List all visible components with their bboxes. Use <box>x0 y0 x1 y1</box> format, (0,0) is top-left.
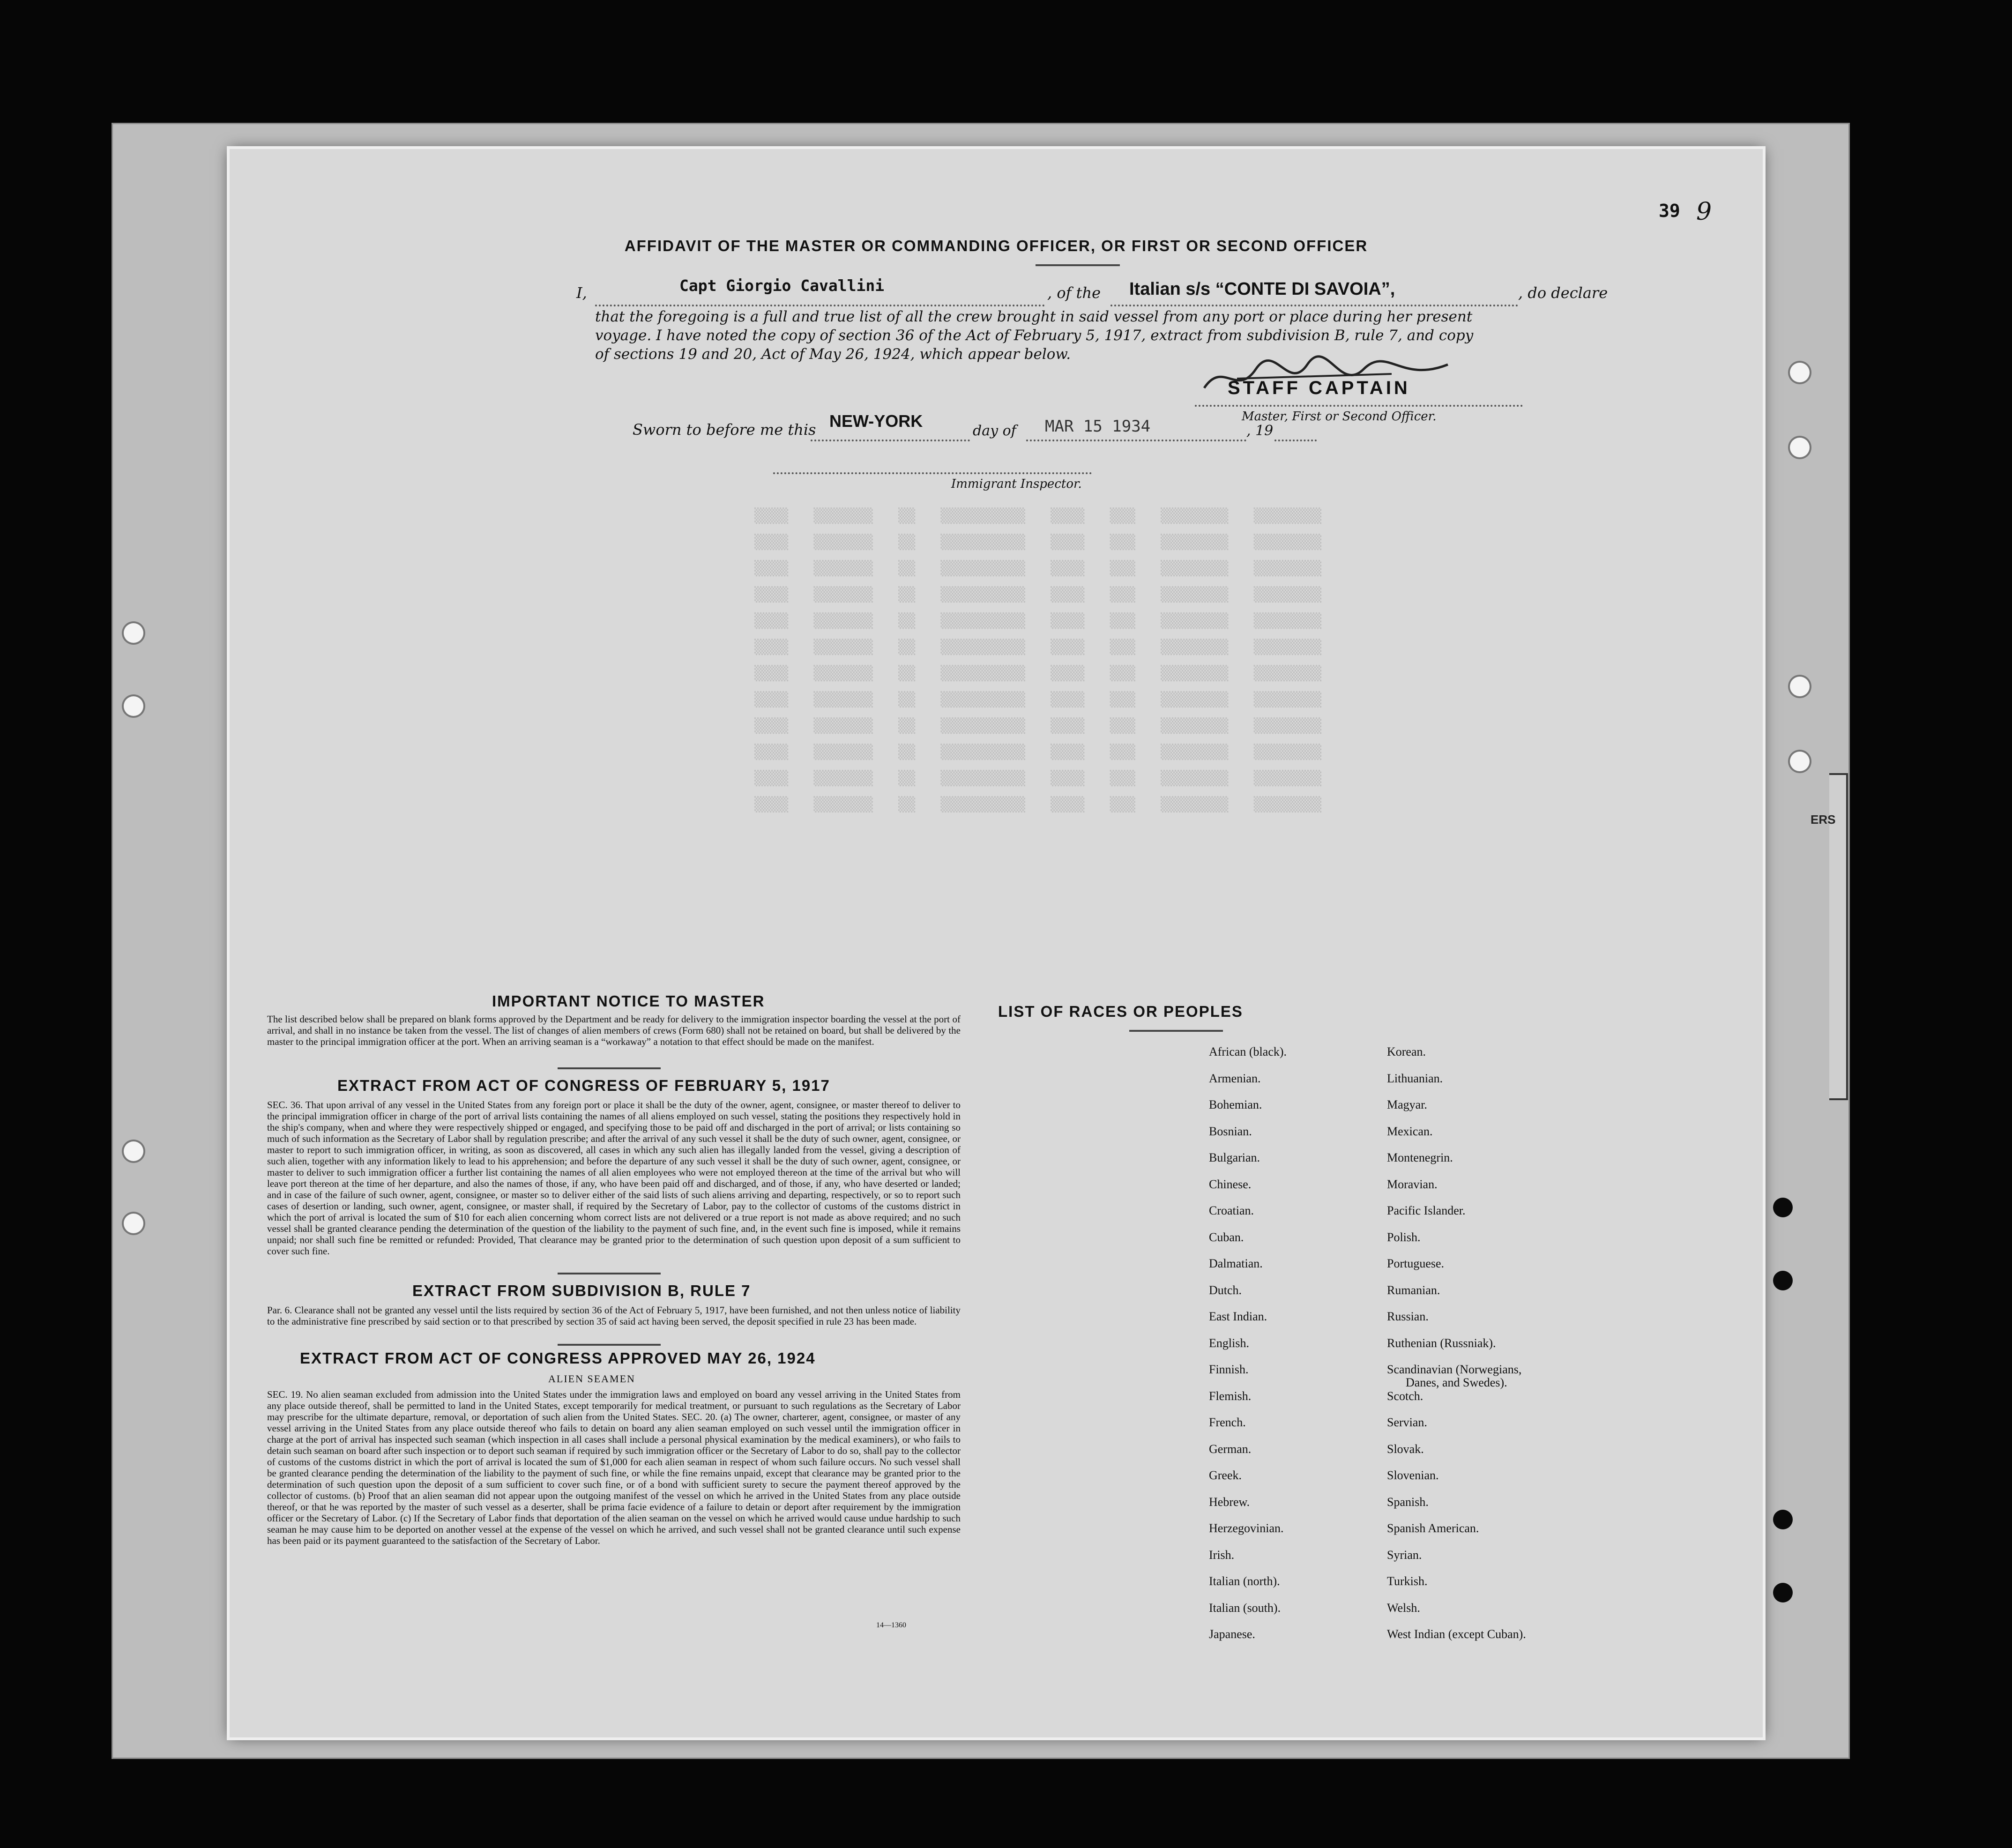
punch-hole <box>1773 1583 1793 1602</box>
rule7-title: EXTRACT FROM SUBDIVISION B, RULE 7 <box>412 1282 751 1299</box>
officer-name: Capt Giorgio Cavallini <box>679 276 885 295</box>
race-item: Rumanian. <box>1387 1283 1440 1297</box>
notice-rule <box>558 1067 661 1069</box>
punch-hole <box>1790 677 1810 696</box>
race-item: Scotch. <box>1387 1389 1423 1403</box>
race-item: Pacific Islander. <box>1387 1204 1466 1217</box>
signature-line <box>1195 405 1523 407</box>
vessel-name: Italian s/s “CONTE DI SAVOIA”, <box>1129 279 1395 299</box>
statement-line-2: voyage. I have noted the copy of section 36 of the Act of February 5, 1917, extract from subdivision B, rule 7, and copy <box>595 327 1474 344</box>
year-prefix: , 19 <box>1246 423 1274 439</box>
affidavit-pronoun: I, <box>576 284 587 302</box>
race-item: Syrian. <box>1387 1548 1422 1562</box>
page-mark-right: 9 <box>1696 198 1712 226</box>
statement-line-3: of sections 19 and 20, Act of May 26, 1924, which appear below. <box>595 346 1071 363</box>
year-line <box>1274 440 1317 441</box>
race-item: African (black). <box>1209 1045 1287 1058</box>
date-line <box>1026 440 1246 441</box>
extract-1924-title: EXTRACT FROM ACT OF CONGRESS APPROVED MAY 26, 1924 <box>300 1349 816 1367</box>
race-item: Croatian. <box>1209 1204 1254 1217</box>
race-item: Greek. <box>1209 1468 1242 1482</box>
punch-hole <box>1773 1271 1793 1290</box>
race-item: Armenian. <box>1209 1071 1261 1085</box>
bleed-through-texture: ▒▒▒▒ ▒▒▒▒▒▒▒ ▒▒ ▒▒▒▒▒▒▒▒▒▒ ▒▒▒▒ ▒▒▒ ▒▒▒▒▒▒▒▒ ▒▒▒▒▒▒▒▒ ▒▒▒▒ ▒▒▒▒▒▒▒ ▒▒ ▒▒▒▒▒▒▒▒▒▒ ▒▒▒▒ ▒▒▒ ▒▒▒▒▒▒▒▒ ▒▒▒▒▒▒▒▒ ▒▒▒▒ ▒▒▒▒▒▒▒ ▒▒ ▒▒▒▒▒▒▒▒▒▒ ▒▒▒▒ ▒▒▒ ▒▒▒▒▒▒▒▒ ▒▒▒▒▒▒▒▒ ▒▒▒▒ ▒▒▒▒▒▒▒ ▒▒ ▒▒▒▒▒▒▒▒▒▒ ▒▒▒▒ ▒▒▒ ▒▒▒▒▒▒▒▒ ▒▒▒▒▒▒▒▒ ▒▒▒▒ ▒▒▒▒▒▒▒ ▒▒ ▒▒▒▒▒▒▒▒▒▒ ▒▒▒▒ ▒▒▒ ▒▒▒▒▒▒▒▒ ▒▒▒▒▒▒▒▒ ▒▒▒▒ ▒▒▒▒▒▒▒ ▒▒ ▒▒▒▒▒▒▒▒▒▒ ▒▒▒▒ ▒▒▒ ▒▒▒▒▒▒▒▒ ▒▒▒▒▒▒▒▒ ▒▒▒▒ ▒▒▒▒▒▒▒ ▒▒ ▒▒▒▒▒▒▒▒▒▒ ▒▒▒▒ ▒▒▒ ▒▒▒▒▒▒▒▒ ▒▒▒▒▒▒▒▒ ▒▒▒▒ ▒▒▒▒▒▒▒ ▒▒ ▒▒▒▒▒▒▒▒▒▒ ▒▒▒▒ ▒▒▒ ▒▒▒▒▒▒▒▒ ▒▒▒▒▒▒▒▒ ▒▒▒▒ ▒▒▒▒▒▒▒ ▒▒ ▒▒▒▒▒▒▒▒▒▒ ▒▒▒▒ ▒▒▒ ▒▒▒▒▒▒▒▒ ▒▒▒▒▒▒▒▒ ▒▒▒▒ ▒▒▒▒▒▒▒ ▒▒ ▒▒▒▒▒▒▒▒▒▒ ▒▒▒▒ ▒▒▒ ▒▒▒▒▒▒▒▒ ▒▒▒▒▒▒▒▒ ▒▒▒▒ ▒▒▒▒▒▒▒ ▒▒ ▒▒▒▒▒▒▒▒▒▒ ▒▒▒▒ ▒▒▒ ▒▒▒▒▒▒▒▒ ▒▒▒▒▒▒▒▒ ▒▒▒▒ ▒▒▒▒▒▒▒ ▒▒ ▒▒▒▒▒▒▒▒▒▒ ▒▒▒▒ ▒▒▒ ▒▒▒▒▒▒▒▒ ▒▒▒▒▒▒▒▒ <box>754 508 1322 813</box>
races-rule <box>1129 1030 1223 1032</box>
race-item: German. <box>1209 1442 1252 1456</box>
race-item: Servian. <box>1387 1416 1427 1429</box>
punch-hole <box>1790 363 1810 382</box>
race-item: French. <box>1209 1416 1246 1429</box>
punch-hole <box>1790 752 1810 771</box>
affidavit-sheet <box>230 149 1763 1737</box>
tab-label: ERS <box>1811 812 1836 827</box>
extract-1924-body: SEC. 19. No alien seaman excluded from admission into the United States under the immigration laws and employed on board any vessel arriving in the United States from any place outside thereof, shall be permitted to land in the United States, except temporarily for medical treatment, or pursuant to such regulations as the Secretary of Labor may prescribe for the ultimate departure, removal, or deportation of such alien from the United States. SEC. 20. (a) The owner, charterer, agent, consignee, or master of any vessel arriving in the United States from any place outside thereof who fails to detain on board any alien seaman employed on such vessel until the immigration officer in charge at the port of arrival has inspected such seaman (which inspection in all cases shall include a personal physical examination by the medical examiners), or who fails to detain such seaman on board after such inspection or to deport such seaman if required by such immigration officer or the Secretary of Labor to do so, shall pay to the collector of customs of the customs district in which the port of arrival is located the sum of $1,000 for each alien seaman in respect of whom such failure occurs. No such vessel shall be granted clearance pending the determination of the liability to the payment of such fine, or while the fine remains unpaid, except that clearance may be granted prior to the determination of such question upon the deposit of a sum sufficient to cover such fine, or of a bond with sufficient surety to secure the payment thereof approved by the collector of customs. (b) Proof that an alien seaman did not appear upon the outgoing manifest of the vessel on which he arrived in the United States from any place outside thereof, or that he was reported by the master of such vessel as a deserter, shall be prima facie evidence of a failure to detain or deport after requirement by the immigration officer or the Secretary of Labor. (c) If the Secretary of Labor finds that deportation of the alien seaman on the vessel on which he arrived would cause undue hardship to such seaman he may cause him to be deported on another vessel at the expense of the vessel on which he arrived, and such vessel shall not be granted clearance until such expense has been paid or its payment guaranteed to the satisfaction of the Secretary of Labor. <box>267 1389 961 1546</box>
race-item: Mexican. <box>1387 1124 1433 1138</box>
race-item: Polish. <box>1387 1230 1421 1244</box>
race-item: Danes, and Swedes). <box>1406 1376 1507 1389</box>
officer-name-line <box>595 305 1045 306</box>
race-item: Herzegovinian. <box>1209 1521 1284 1535</box>
race-item: Bosnian. <box>1209 1124 1252 1138</box>
race-item: East Indian. <box>1209 1310 1267 1323</box>
sworn-place-line <box>811 440 970 441</box>
race-item: Dalmatian. <box>1209 1257 1263 1270</box>
punch-hole <box>1773 1198 1793 1217</box>
date-stamp: MAR 15 1934 <box>1045 417 1151 436</box>
punch-hole <box>124 1214 143 1233</box>
races-title: LIST OF RACES OR PEOPLES <box>998 1003 1243 1020</box>
punch-hole <box>124 1141 143 1161</box>
race-item: Slovenian. <box>1387 1468 1439 1482</box>
race-item: Turkish. <box>1387 1574 1428 1588</box>
race-item: Slovak. <box>1387 1442 1424 1456</box>
race-item: Bohemian. <box>1209 1098 1262 1111</box>
vessel-name-line <box>1110 305 1518 306</box>
race-item: Italian (south). <box>1209 1601 1281 1615</box>
day-of-label: day of <box>973 423 1016 439</box>
race-item: Cuban. <box>1209 1230 1244 1244</box>
race-item: Chinese. <box>1209 1177 1252 1191</box>
race-item: Spanish American. <box>1387 1521 1479 1535</box>
sworn-place: NEW-YORK <box>829 411 923 431</box>
race-item: Montenegrin. <box>1387 1151 1453 1164</box>
race-item: Flemish. <box>1209 1389 1252 1403</box>
of-the-label: , of the <box>1047 284 1101 302</box>
race-item: Italian (north). <box>1209 1574 1280 1588</box>
race-item: Irish. <box>1209 1548 1235 1562</box>
extract-1917-body: SEC. 36. That upon arrival of any vessel in the United States from any foreign port or place it shall be the duty of the owner, agent, consignee, or master thereof to deliver to the principal immigration officer in charge of the port of arrival lists containing the names of all aliens employed on such vessel, stating the positions they respectively hold in the ship's company, when and where they were respectively shipped or engaged, and specifying those to be paid off and discharged in the port of arrival; or lists containing so much of such information as the Secretary of Labor shall by regulation prescribe; and after the arrival of any such vessel it shall be the duty of such owner, agent, consignee, or master to report to such immigration officer, in writing, as soon as discovered, all cases in which any such alien has illegally landed from the vessel, giving a description of such alien, together with any information likely to lead to his apprehension; and before the departure of any such vessel it shall be the duty of such owner, agent, consignee, or master to deliver to such immigration officer a further list containing the names of all alien employees who were not employed thereon at the time of the arrival but who will leave port thereon at the time of her departure, and also the names of those, if any, who have been paid off and discharged, and of those, if any, who have deserted or landed; and in case of the failure of such owner, agent, consignee, or master so to deliver either of the said lists of such aliens arriving and departing, respectively, or so to report such cases of desertion or landing, such owner, agent, consignee, or master shall, if required by the Secretary of Labor, pay to the collector of customs of the customs district in which the port of arrival is located the sum of $10 for each alien concerning whom correct lists are not delivered or a true report is not made as above required; and no such vessel shall be granted clearance pending the determination of the question of the liability to the payment of such fine, and, in the event such fine is imposed, while it remains unpaid; nor shall such fine be remitted or refunded: Provided, That clearance may be granted prior to the determination of such question upon deposit of a sum sufficient to cover such fine. <box>267 1099 961 1257</box>
form-number: 14—1360 <box>876 1621 906 1629</box>
race-item: English. <box>1209 1336 1249 1350</box>
punch-hole <box>1790 438 1810 457</box>
affidavit-title: AFFIDAVIT OF THE MASTER OR COMMANDING OFFICER, OR FIRST OR SECOND OFFICER <box>624 237 1368 254</box>
race-item: Japanese. <box>1209 1627 1255 1641</box>
punch-hole <box>124 623 143 643</box>
race-item: Korean. <box>1387 1045 1426 1058</box>
notice-body: The list described below shall be prepared on blank forms approved by the Department and be ready for delivery to the immigration inspector boarding the vessel at the port of arrival, and shall in no instance be taken from the vessel. The list of changes of alien members of crews (Form 680) shall not be retained on board, but shall be delivered by the master to the principal immigration officer at the port. When an arriving seaman is a “workaway” a notation to that effect should be made on the manifest. <box>267 1013 961 1047</box>
notice-title: IMPORTANT NOTICE TO MASTER <box>492 992 765 1010</box>
inspector-line <box>773 472 1092 474</box>
race-item: Magyar. <box>1387 1098 1427 1111</box>
punch-hole <box>1773 1510 1793 1529</box>
race-item: Moravian. <box>1387 1177 1438 1191</box>
signature-stamp: STAFF CAPTAIN <box>1228 378 1410 398</box>
race-item: Welsh. <box>1387 1601 1420 1615</box>
race-item: Finnish. <box>1209 1363 1249 1376</box>
statement-line-1: that the foregoing is a full and true list of all the crew brought in said vessel from any port or place during her present <box>595 308 1473 325</box>
title-rule <box>1036 264 1120 266</box>
sworn-label: Sworn to before me this <box>633 421 816 439</box>
race-item: Ruthenian (Russniak). <box>1387 1336 1496 1350</box>
race-item: Dutch. <box>1209 1283 1242 1297</box>
race-item: West Indian (except Cuban). <box>1387 1627 1526 1641</box>
inspector-label: Immigrant Inspector. <box>951 477 1082 491</box>
race-item: Lithuanian. <box>1387 1071 1443 1085</box>
punch-hole <box>124 696 143 716</box>
extract-1917-title: EXTRACT FROM ACT OF CONGRESS OF FEBRUARY 5, 1917 <box>337 1077 830 1094</box>
race-item: Spanish. <box>1387 1495 1429 1509</box>
master-label: Master, First or Second Officer. <box>1242 410 1437 424</box>
extract-1917-rule <box>558 1273 661 1274</box>
rule7-body: Par. 6. Clearance shall not be granted any vessel until the lists required by section 36 of the Act of February 5, 1917, have been furnished, and not then unless notice of liability to the administrative fine prescribed by said section or to that prescribed by section 35 of said act having been served, the deposit specified in rule 23 has been made. <box>267 1304 961 1327</box>
race-item: Scandinavian (Norwegians, <box>1387 1363 1522 1376</box>
extract-1924-subtitle: ALIEN SEAMEN <box>548 1373 635 1385</box>
race-item: Portuguese. <box>1387 1257 1445 1270</box>
race-item: Russian. <box>1387 1310 1429 1323</box>
do-declare-label: , do declare <box>1518 284 1608 302</box>
page-mark-left: 39 <box>1659 201 1680 221</box>
rule7-rule <box>558 1344 661 1346</box>
race-item: Bulgarian. <box>1209 1151 1260 1164</box>
race-item: Hebrew. <box>1209 1495 1250 1509</box>
side-tab <box>1811 773 1848 1100</box>
